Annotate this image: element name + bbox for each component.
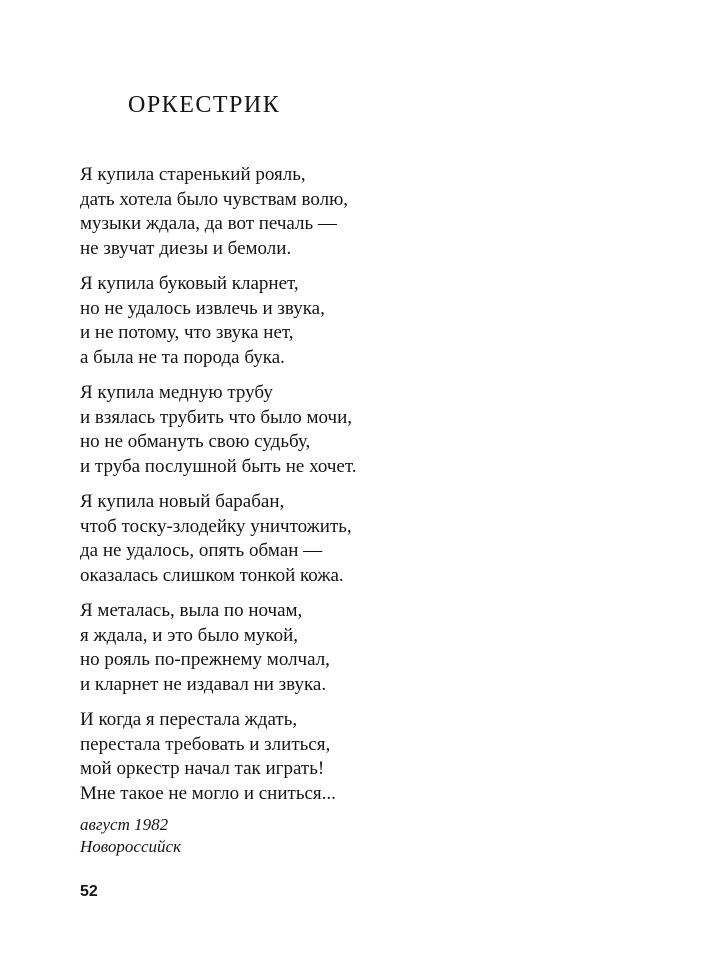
poem-line: да не удалось, опять обман — [80, 540, 323, 561]
stanza [80, 599, 680, 697]
poem-line: а была не та порода бука. [80, 346, 285, 368]
poem-line: и взялась трубить что было мочи, [80, 406, 353, 428]
poem-line: перестала требовать и злиться, [80, 733, 331, 755]
stanza [80, 708, 680, 806]
poem-line: но не обмануть свою судьбу, [80, 431, 311, 452]
stanza [80, 490, 680, 588]
poem-line: но рояль по-прежнему молчал, [80, 649, 330, 670]
poem-line: и труба послушной быть не хочет. [80, 455, 357, 477]
poem-line: я ждала, и это было мукой, [80, 624, 299, 646]
stanza [80, 272, 680, 370]
stanza [80, 381, 680, 479]
colophon-date: август 1982 [80, 815, 169, 834]
poem-line: Мне такое не могло и сниться... [80, 782, 336, 804]
poem-line: мой оркестр начал так играть! [80, 758, 325, 779]
colophon [80, 814, 181, 858]
poem-line: Я металась, выла по ночам, [80, 600, 303, 621]
poem-body [80, 163, 680, 817]
poem-line: Я купила медную трубу [80, 382, 273, 403]
poem-line: и не потому, что звука нет, [80, 322, 294, 343]
poem-line: чтоб тоску-злодейку уничтожить, [80, 515, 352, 537]
poem-line: не звучат диезы и бемоли. [80, 237, 292, 259]
poem-line: Я купила новый барабан, [80, 491, 285, 512]
poem-line: Я купила буковый кларнет, [80, 273, 299, 294]
poem-line: и кларнет не издавал ни звука. [80, 673, 327, 695]
poem-line: дать хотела было чувствам волю, [80, 188, 349, 210]
poem-title: ОРКЕСТРИК [128, 92, 281, 118]
colophon-place: Новороссийск [80, 837, 182, 856]
poem-line: Я купила старенький рояль, [80, 164, 306, 185]
poem-line: оказалась слишком тонкой кожа. [80, 564, 344, 586]
stanza [80, 163, 680, 261]
poem-line: но не удалось извлечь и звука, [80, 297, 325, 319]
page-number: 52 [80, 883, 98, 900]
poem-line: И когда я перестала ждать, [80, 709, 298, 730]
poem-line: музыки ждала, да вот печаль — [80, 213, 337, 234]
